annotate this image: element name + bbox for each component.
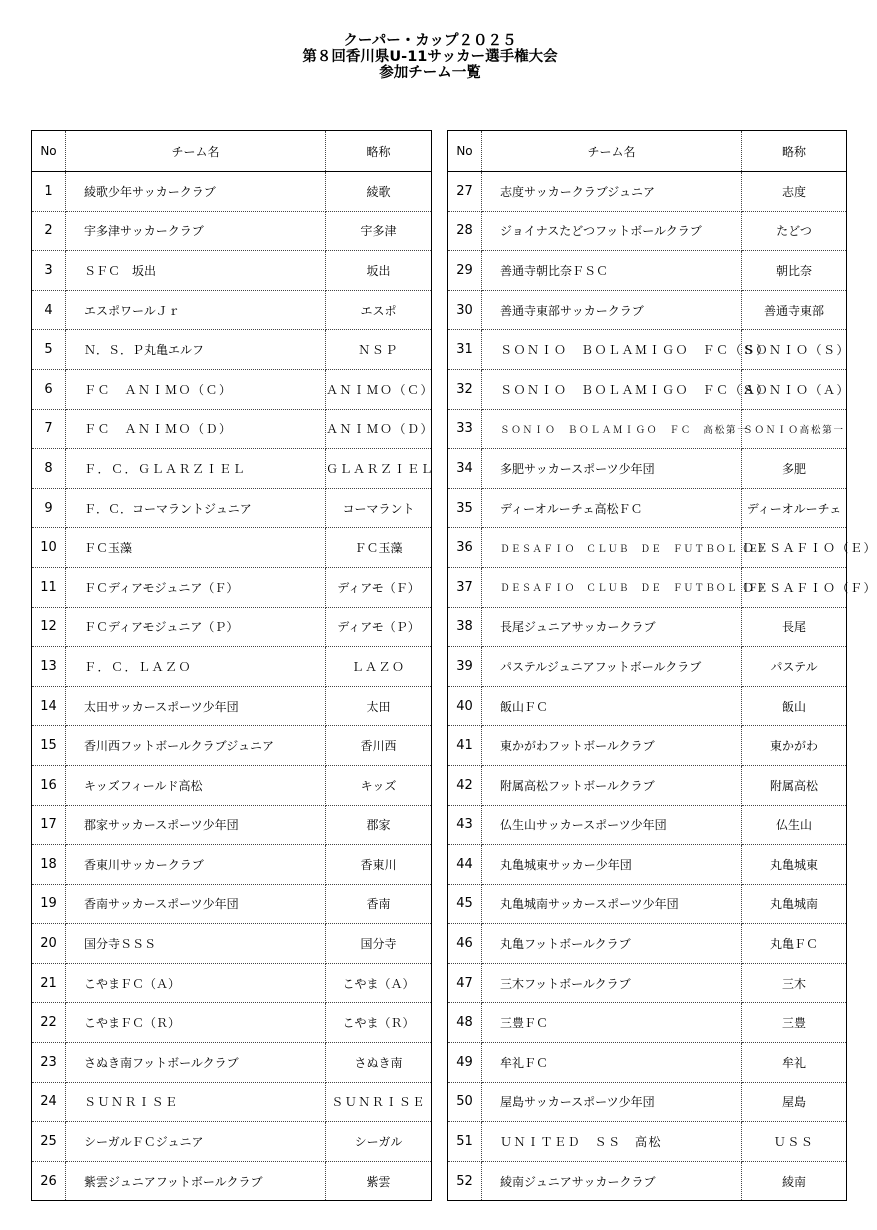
team-abbreviation: 牟礼 [742, 1043, 847, 1083]
team-number: 3 [32, 251, 66, 291]
team-abbreviation: ＬＡＺＯ [326, 647, 432, 687]
team-name: 多肥サッカースポーツ少年団 [482, 449, 742, 489]
team-abbreviation: 屋島 [742, 1082, 847, 1122]
team-abbreviation: ディアモ（Ｆ） [326, 567, 432, 607]
team-name: ＦＣ玉藻 [66, 528, 326, 568]
team-number: 8 [32, 449, 66, 489]
team-abbreviation: 紫雲 [366, 1174, 391, 1189]
table-row [32, 251, 432, 291]
tournament-name: 第８回香川県U-11サッカー選手権大会 [302, 49, 558, 65]
table-row [32, 1003, 432, 1043]
team-number: 51 [448, 1122, 482, 1162]
team-name: 東かがわフットボールクラブ [482, 726, 742, 766]
team-number: 50 [448, 1082, 482, 1122]
team-number: 17 [32, 805, 66, 845]
table-row [32, 567, 432, 607]
table-row [32, 1161, 432, 1201]
table-header-row [448, 131, 847, 172]
team-number: 49 [448, 1043, 482, 1083]
team-number: 30 [448, 290, 482, 330]
team-name: 太田サッカースポーツ少年団 [66, 686, 326, 726]
team-number: 48 [448, 1003, 482, 1043]
table-row [32, 884, 432, 924]
team-name: 屋島サッカースポーツ少年団 [482, 1082, 742, 1122]
team-name: エスポワールＪｒ [66, 290, 326, 330]
team-abbreviation: 仏生山 [742, 805, 847, 845]
team-name: ＳＦＣ 坂出 [66, 251, 326, 291]
table-row [448, 1043, 847, 1083]
team-name: 綾南ジュニアサッカークラブ [482, 1161, 742, 1201]
team-name: ＤＥＳＡＦＩＯ ＣＬＵＢ ＤＥ ＦＵＴＢＯＬ（Ｅ） [482, 528, 742, 568]
table-row [32, 805, 432, 845]
team-abbreviation: 香南 [326, 884, 432, 924]
team-number: 35 [448, 488, 482, 528]
team-name: 善通寺朝比奈ＦＳＣ [482, 251, 742, 291]
team-abbreviation: 東かがわ [742, 726, 847, 766]
team-name: ＳＯＮＩＯ ＢＯＬＡＭＩＧＯ ＦＣ 高松第一 [482, 409, 742, 449]
team-name: 附属高松フットボールクラブ [482, 765, 742, 805]
team-abbreviation: ＳＯＮＩＯ（Ｓ） [742, 330, 847, 370]
team-name: 香南サッカースポーツ少年団 [66, 884, 326, 924]
table-row [32, 172, 432, 212]
team-name: 丸亀城東サッカー少年団 [482, 845, 742, 885]
team-number: 5 [32, 330, 66, 370]
team-abbreviation: 坂出 [326, 251, 432, 291]
team-number: 18 [32, 845, 66, 885]
team-name: 志度サッカークラブジュニア [482, 172, 742, 212]
team-abbreviation: 丸亀城南 [742, 884, 847, 924]
team-name: ＦＣ ＡＮＩＭＯ（Ｄ） [66, 409, 326, 449]
team-name: ＵＮＩＴＥＤ ＳＳ 高松 [482, 1122, 742, 1162]
table-row [448, 963, 847, 1003]
team-number: 11 [32, 567, 66, 607]
table-row [32, 211, 432, 251]
team-abbreviation: 長尾 [742, 607, 847, 647]
table-row [448, 488, 847, 528]
team-number: 43 [448, 805, 482, 845]
team-abbreviation: ＤＥＳＡＦＩＯ（Ｅ） [742, 528, 847, 568]
team-abbreviation: こやま（Ｒ） [326, 1003, 432, 1043]
team-abbreviation: 郡家 [326, 805, 432, 845]
table-row [448, 765, 847, 805]
team-abbreviation: 多肥 [742, 449, 847, 489]
table-row [32, 1082, 432, 1122]
team-abbreviation: ディアモ（Ｐ） [326, 607, 432, 647]
team-number: 26 [32, 1161, 66, 1201]
table-row [448, 211, 847, 251]
team-number: 9 [32, 488, 66, 528]
team-number: 6 [32, 369, 66, 409]
list-heading: 参加チーム一覧 [379, 65, 481, 81]
team-name: 郡家サッカースポーツ少年団 [66, 805, 326, 845]
team-abbreviation: 三豊 [742, 1003, 847, 1043]
team-name: 香東川サッカークラブ [66, 845, 326, 885]
team-number: 42 [448, 765, 482, 805]
team-number: 7 [32, 409, 66, 449]
table-row [32, 290, 432, 330]
team-number: 20 [32, 924, 66, 964]
table-row [32, 686, 432, 726]
team-number: 27 [448, 172, 482, 212]
team-number: 14 [32, 686, 66, 726]
team-name: 宇多津サッカークラブ [66, 211, 326, 251]
team-number: 21 [32, 963, 66, 1003]
header-team-name: チーム名 [66, 131, 326, 172]
table-row [448, 567, 847, 607]
team-name: キッズフィールド高松 [66, 765, 326, 805]
team-abbreviation: キッズ [326, 765, 432, 805]
team-number: 47 [448, 963, 482, 1003]
team-name: 国分寺ＳＳＳ [66, 924, 326, 964]
team-number: 16 [32, 765, 66, 805]
table-row [32, 726, 432, 766]
team-abbreviation: ＳＯＮＩＯ高松第一 [742, 409, 847, 449]
team-name: こやまＦＣ（Ｒ） [66, 1003, 326, 1043]
team-number: 44 [448, 845, 482, 885]
team-abbreviation: ＤＥＳＡＦＩＯ（Ｆ） [742, 567, 847, 607]
team-number: 25 [32, 1122, 66, 1162]
team-number: 12 [32, 607, 66, 647]
team-number: 13 [32, 647, 66, 687]
table-row [32, 607, 432, 647]
team-number: 4 [32, 290, 66, 330]
table-row [448, 686, 847, 726]
team-abbreviation: 朝比奈 [742, 251, 847, 291]
table-row [32, 963, 432, 1003]
table-row [32, 924, 432, 964]
team-abbreviation: ＡＮＩＭＯ（Ｃ） [326, 369, 432, 409]
team-abbreviation: 宇多津 [326, 211, 432, 251]
header-abbreviation: 略称 [742, 131, 847, 172]
table-row [448, 1161, 847, 1201]
table-row [448, 409, 847, 449]
team-abbreviation: 三木 [742, 963, 847, 1003]
team-number: 23 [32, 1043, 66, 1083]
team-number: 39 [448, 647, 482, 687]
team-name: 丸亀城南サッカースポーツ少年団 [482, 884, 742, 924]
team-abbreviation: 太田 [326, 686, 432, 726]
team-number: 41 [448, 726, 482, 766]
table-row [448, 726, 847, 766]
team-number: 37 [448, 567, 482, 607]
team-name: Ｆ．Ｃ．ＧＬＡＲＺＩＥＬ [66, 449, 326, 489]
team-number: 28 [448, 211, 482, 251]
header-abbreviation: 略称 [326, 131, 432, 172]
team-number: 19 [32, 884, 66, 924]
table-row [448, 290, 847, 330]
team-name: ＦＣディアモジュニア（Ｐ） [66, 607, 326, 647]
team-abbreviation: ＦＣ玉藻 [326, 528, 432, 568]
table-row [32, 845, 432, 885]
team-number: 36 [448, 528, 482, 568]
table-row [32, 488, 432, 528]
table-row [448, 251, 847, 291]
team-name: こやまＦＣ（Ａ） [66, 963, 326, 1003]
team-abbreviation: 附属高松 [742, 765, 847, 805]
team-number: 29 [448, 251, 482, 291]
table-row [32, 409, 432, 449]
table-row [32, 1043, 432, 1083]
team-name: ＦＣディアモジュニア（Ｆ） [66, 567, 326, 607]
team-abbreviation: 志度 [742, 172, 847, 212]
team-abbreviation: 丸亀ＦＣ [742, 924, 847, 964]
team-name: ＤＥＳＡＦＩＯ ＣＬＵＢ ＤＥ ＦＵＴＢＯＬ（Ｆ） [482, 567, 742, 607]
team-abbreviation: 丸亀城東 [742, 845, 847, 885]
team-abbreviation: ＳＯＮＩＯ（Ａ） [742, 369, 847, 409]
team-name: パステルジュニアフットボールクラブ [482, 647, 742, 687]
team-name: さぬき南フットボールクラブ [66, 1043, 326, 1083]
document-title: クーパー・カップ２０２５ [343, 33, 517, 49]
team-name: 善通寺東部サッカークラブ [482, 290, 742, 330]
team-number: 22 [32, 1003, 66, 1043]
team-number: 34 [448, 449, 482, 489]
team-name: 三木フットボールクラブ [482, 963, 742, 1003]
table-row [32, 369, 432, 409]
team-name: ジョイナスたどつフットボールクラブ [482, 211, 742, 251]
team-abbreviation: 国分寺 [326, 924, 432, 964]
team-abbreviation: 綾歌 [326, 172, 432, 212]
team-abbreviation: ＵＳＳ [742, 1122, 847, 1162]
team-abbreviation: ＡＮＩＭＯ（Ｄ） [326, 409, 432, 449]
team-number: 45 [448, 884, 482, 924]
table-header-row [32, 131, 432, 172]
team-name: ＳＯＮＩＯ ＢＯＬＡＭＩＧＯ ＦＣ（Ｓ） [482, 330, 742, 370]
table-row [448, 330, 847, 370]
table-row [448, 172, 847, 212]
team-abbreviation: エスポ [326, 290, 432, 330]
team-name: 長尾ジュニアサッカークラブ [482, 607, 742, 647]
table-row [448, 884, 847, 924]
table-row [448, 607, 847, 647]
team-table-right [447, 130, 877, 1201]
team-name: 紫雲ジュニアフットボールクラブ [66, 1161, 326, 1201]
team-name: Ｆ．Ｃ．コーマラントジュニア [66, 488, 326, 528]
team-abbreviation: 香東川 [326, 845, 432, 885]
team-abbreviation: 綾南 [781, 1174, 806, 1189]
team-abbreviation: 香川西 [326, 726, 432, 766]
team-number: 31 [448, 330, 482, 370]
table-row [448, 449, 847, 489]
team-number: 15 [32, 726, 66, 766]
table-row [32, 765, 432, 805]
team-abbreviation: ＮＳＰ [326, 330, 432, 370]
table-row [32, 449, 432, 489]
table-row [448, 528, 847, 568]
team-table-left [31, 130, 435, 1201]
team-name: 綾歌少年サッカークラブ [66, 172, 326, 212]
team-name: 飯山ＦＣ [482, 686, 742, 726]
team-number: 33 [448, 409, 482, 449]
table-row [448, 1122, 847, 1162]
team-name: ディーオルーチェ高松ＦＣ [482, 488, 742, 528]
team-abbreviation: こやま（Ａ） [326, 963, 432, 1003]
table-row [448, 1003, 847, 1043]
team-abbreviation: シーガル [326, 1122, 432, 1162]
table-row [32, 1122, 432, 1162]
team-name: シーガルＦＣジュニア [66, 1122, 326, 1162]
team-name: Ｎ．Ｓ．Ｐ丸亀エルフ [66, 330, 326, 370]
team-number: 24 [32, 1082, 66, 1122]
team-number: 46 [448, 924, 482, 964]
team-abbreviation: パステル [742, 647, 847, 687]
team-name: 牟礼ＦＣ [482, 1043, 742, 1083]
table-row [32, 330, 432, 370]
team-number: 2 [32, 211, 66, 251]
team-name: 香川西フットボールクラブジュニア [66, 726, 326, 766]
header-no: No [448, 131, 482, 172]
team-number: 40 [448, 686, 482, 726]
team-name: ＳＵＮＲＩＳＥ [66, 1082, 326, 1122]
team-name: 丸亀フットボールクラブ [482, 924, 742, 964]
team-name: Ｆ．Ｃ．ＬＡＺＯ [66, 647, 326, 687]
team-name: ＳＯＮＩＯ ＢＯＬＡＭＩＧＯ ＦＣ（Ａ） [482, 369, 742, 409]
team-abbreviation: ＧＬＡＲＺＩＥＬ [326, 449, 432, 489]
table-row [32, 647, 432, 687]
team-abbreviation: たどつ [742, 211, 847, 251]
table-row [32, 528, 432, 568]
team-number: 10 [32, 528, 66, 568]
team-number: 38 [448, 607, 482, 647]
team-name: 三豊ＦＣ [482, 1003, 742, 1043]
team-abbreviation: 善通寺東部 [742, 290, 847, 330]
team-number: 1 [32, 172, 66, 212]
team-abbreviation: さぬき南 [326, 1043, 432, 1083]
team-name: 仏生山サッカースポーツ少年団 [482, 805, 742, 845]
table-row [448, 369, 847, 409]
team-number: 32 [448, 369, 482, 409]
team-abbreviation: ディーオルーチェ [742, 488, 847, 528]
table-row [448, 805, 847, 845]
team-name: ＦＣ ＡＮＩＭＯ（Ｃ） [66, 369, 326, 409]
table-row [448, 845, 847, 885]
team-number: 52 [448, 1161, 482, 1201]
table-row [448, 1082, 847, 1122]
team-abbreviation: 飯山 [742, 686, 847, 726]
team-abbreviation: ＳＵＮＲＩＳＥ [326, 1082, 432, 1122]
table-row [448, 647, 847, 687]
header-team-name: チーム名 [482, 131, 742, 172]
team-abbreviation: コーマラント [326, 488, 432, 528]
table-row [448, 924, 847, 964]
header-no: No [32, 131, 66, 172]
